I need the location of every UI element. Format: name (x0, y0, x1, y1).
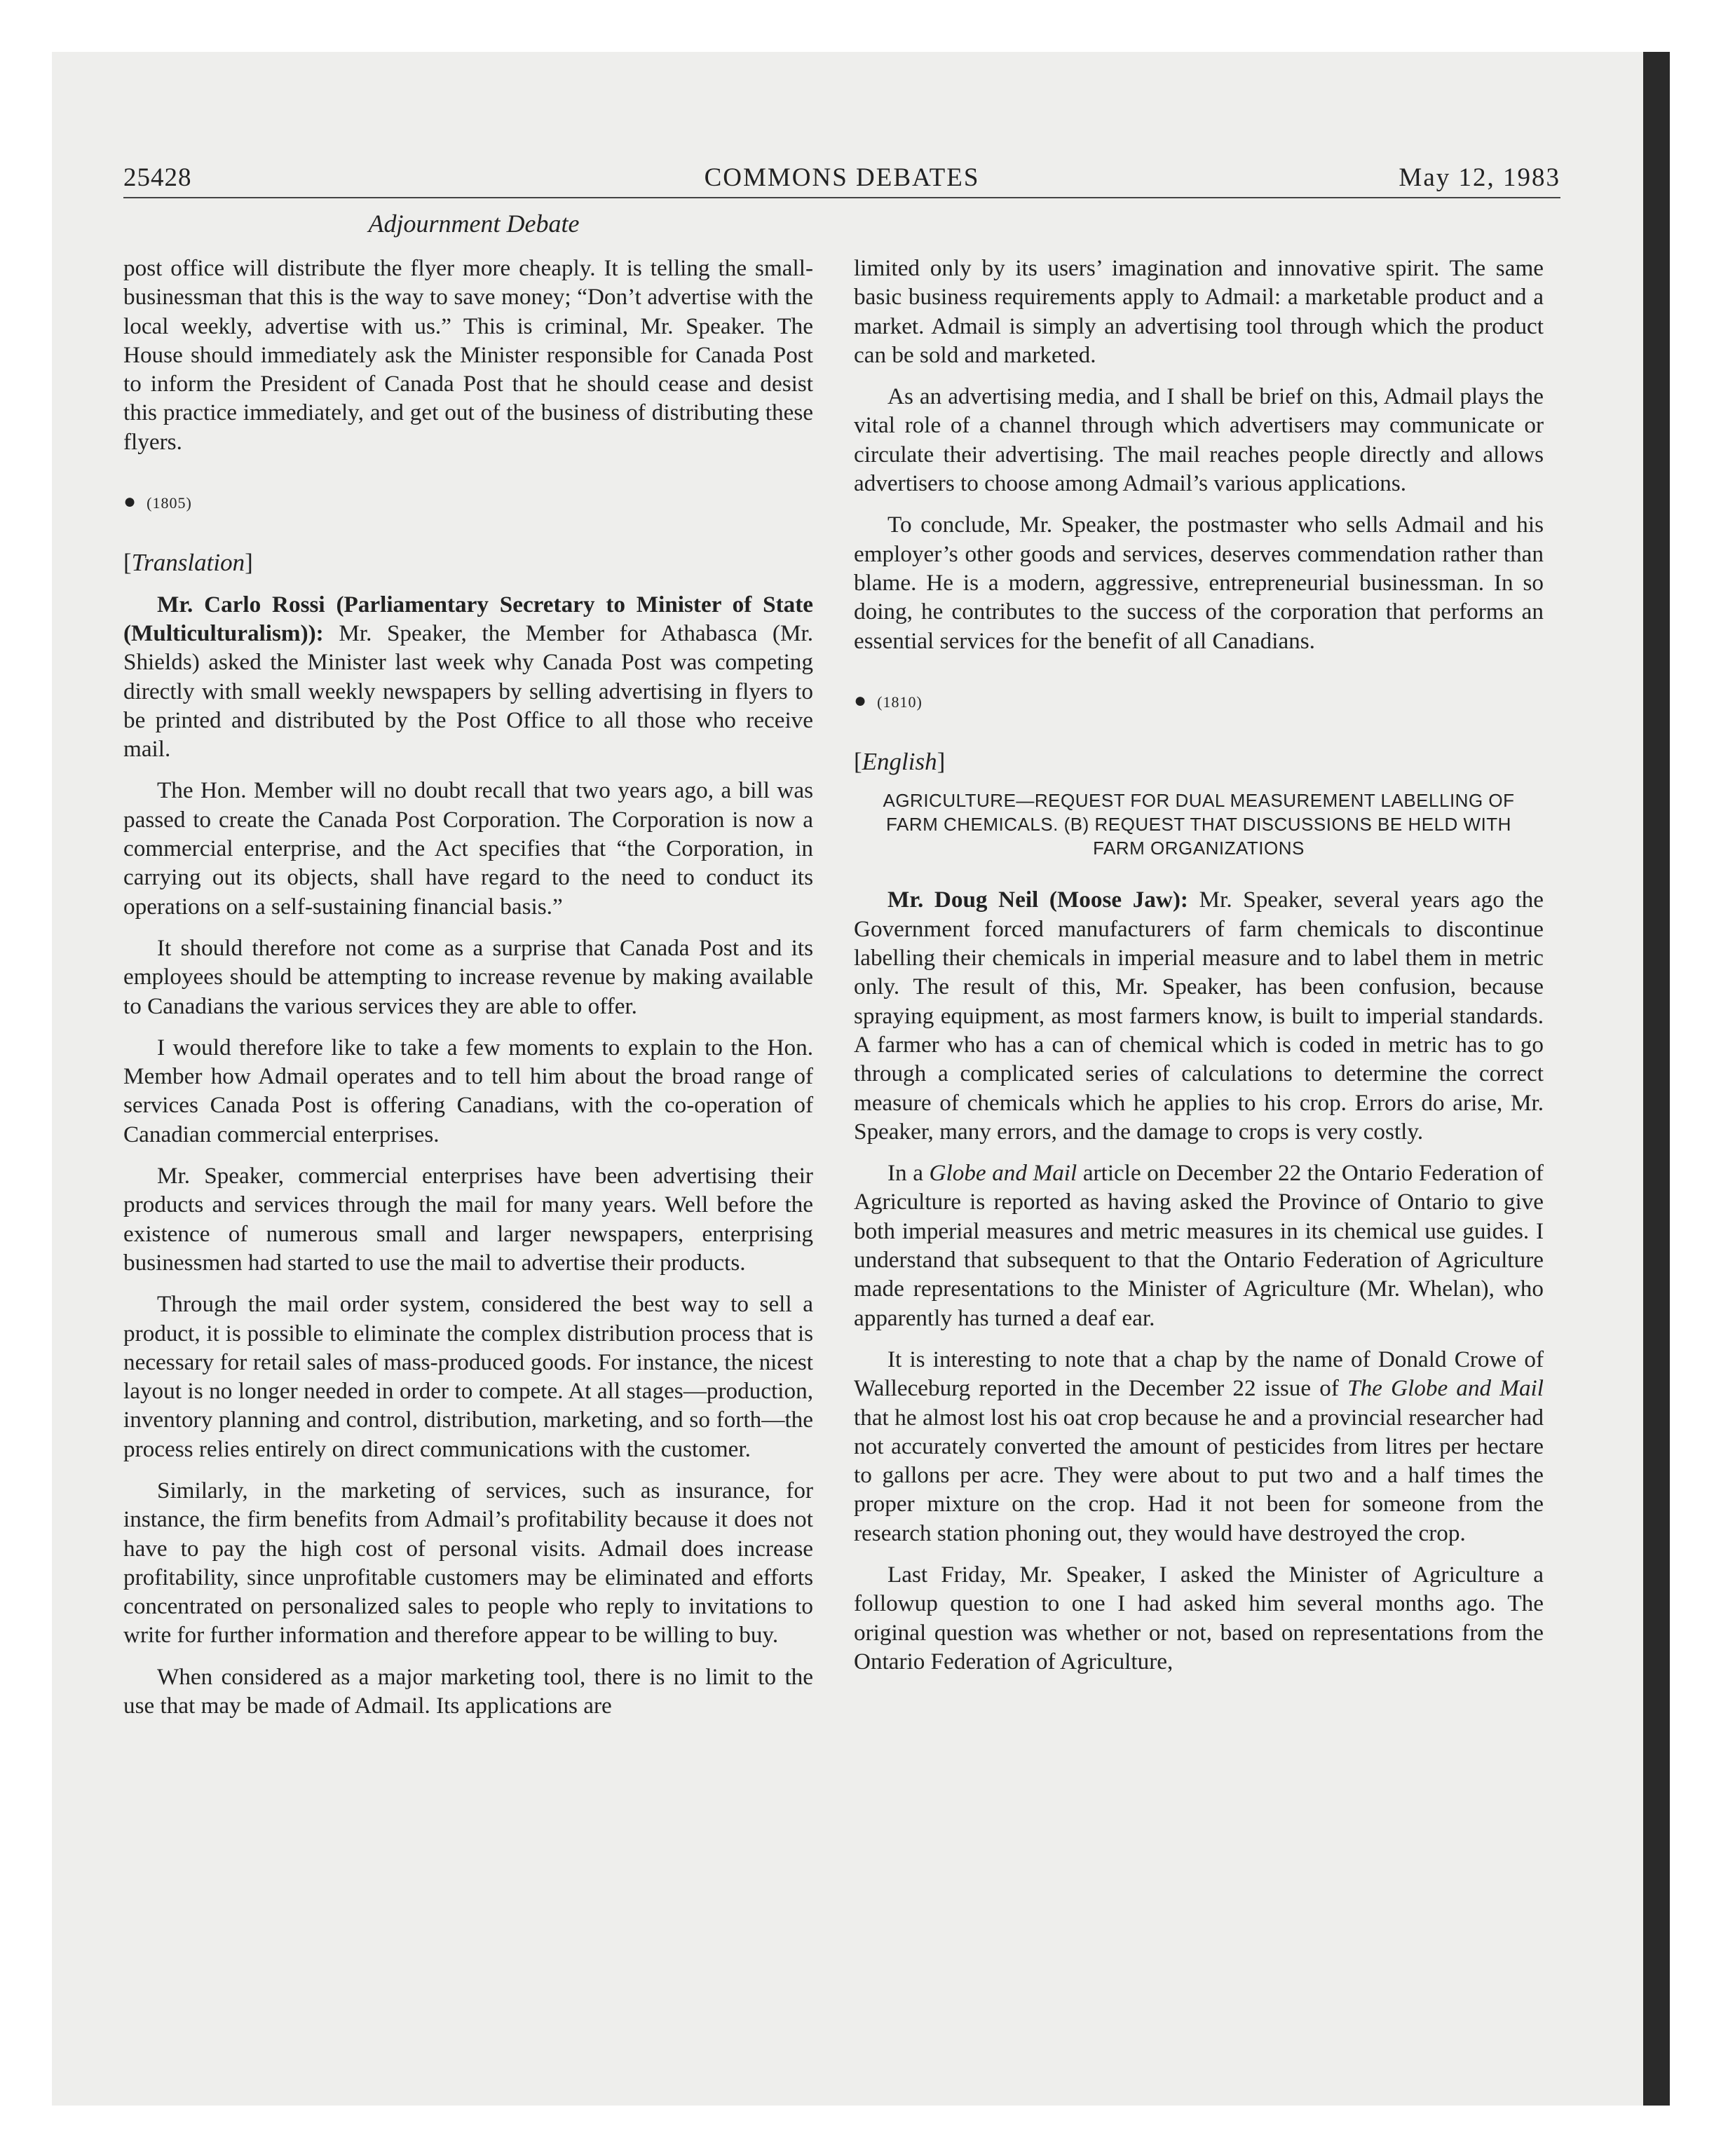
paragraph: The Hon. Member will no doubt recall that two years ago, a bill was passed to create the Canada Post Corporation. The Corporation is now a commercial enterprise, and the Act specifies that “the Corporation, in carrying out its objects, shall have regard to the need to conduct its operations on a self-sustaining financial basis.” (123, 777, 813, 920)
paragraph: Through the mail order system, considered the best way to sell a product, it is possible to eliminate the complex distribution process that is necessary for retail sales of mass-produced goods. For instance, the nicest layout is no longer needed in order to compete. At all stages—production, inventory planning and control, distribution, marketing, and so forth—the process relies entirely on direct communications with the customer. (123, 1291, 813, 1462)
header-divider (123, 197, 1560, 198)
debate-heading: AGRICULTURE—REQUEST FOR DUAL MEASUREMENT LABELLING OF FARM CHEMICALS. (B) REQUEST THAT DISCUSSIONS BE HELD WITH FARM ORGANIZATIONS (883, 790, 1515, 859)
time-marker (854, 686, 1544, 716)
left-column (123, 254, 813, 1720)
paragraph: limited only by its users’ imagination and innovative spirit. The same basic business requirements apply to Admail: a marketable product and a market. Admail is simply an advertising tool through which the product can be sold and marketed. (854, 255, 1544, 368)
text-run: It is interesting to note that a chap by the name of Donald Crowe of Walleceburg reported in the December 22 issue of (854, 1346, 1544, 1402)
publication-title: COMMONS DEBATES (704, 163, 980, 192)
right-column (854, 254, 1544, 1676)
paragraph: Mr. Speaker, commercial enterprises have been advertising their products and services through the mail for many years. Well before the existence of numerous small and larger newspapers, enterprising businessmen had started to use the mail to advertise their products. (123, 1163, 813, 1276)
section-label: Adjournment Debate (368, 210, 580, 238)
language-marker: [Translation] (123, 549, 253, 577)
text-run: In a (887, 1160, 923, 1187)
text-run: article on December 22 the Ontario Federation of Agriculture is reported as having asked the Province of Ontario to give both imperial measures and metric measures in its chemical use guides. I understand that subsequent to that the Ontario Federation of Agriculture made representations to the Minister of Agriculture (Mr. Whelan), who apparently has turned a deaf ear. (854, 1160, 1544, 1331)
paragraph: It should therefore not come as a surprise that Canada Post and its employees should be attempting to increase revenue by making available to Canadians the various services they are able to offer. (123, 934, 813, 1019)
language-label: English (862, 748, 937, 776)
paragraph (854, 1345, 1544, 1548)
time-marker (123, 487, 813, 517)
speech-text: Mr. Speaker, several years ago the Government forced manufacturers of farm chemicals to discontinue labelling their chemicals in imperial measure and to label them in metric only. The result of this, Mr. Speaker, has been confusion, because spraying equipment, as most farmers know, is built to imperial standards. A farmer who has a can of chemical which is coded in metric has to go through a complicated series of calculations to determine the correct measure of chemicals which he applies to his crop. Errors do arise, Mr. Speaker, many errors, and the damage to crops is very costly. (854, 887, 1544, 1145)
speaker-name: Mr. Carlo Rossi (Parliamentary Secretary to Minister of State (Multiculturalism)): (123, 591, 813, 646)
paragraph: To conclude, Mr. Speaker, the postmaster who sells Admail and his employer’s other goods and services, deserves commendation rather than blame. He is a modern, aggressive, entrepreneurial businessman. In so doing, he contributes to the success of the corporation that performs an essential services for the benefit of all Canadians. (854, 512, 1544, 654)
bullet-icon: ● (854, 688, 868, 712)
speech-paragraph (854, 885, 1544, 1146)
paragraph (854, 1159, 1544, 1332)
scan-edge-shadow (1643, 52, 1670, 2106)
paragraph: As an advertising media, and I shall be brief on this, Admail plays the vital role of a channel through which advertisers may communicate or circulate their advertising. The mail reaches people directly and allows advertisers to choose among Admail’s various applications. (854, 383, 1544, 497)
bullet-icon: ● (123, 490, 137, 514)
language-marker: [English] (854, 748, 946, 776)
paragraph: Last Friday, Mr. Speaker, I asked the Minister of Agriculture a followup question to one I had asked him several months ago. The original question was whether or not, based on representations from the Ontario Federation of Agriculture, (854, 1561, 1544, 1674)
speech-text: Mr. Speaker, the Member for Athabasca (Mr. Shields) asked the Minister last week why Canada Post was competing directly with small weekly newspapers by selling advertising in flyers to be printed and distributed by the Post Office to all those who receive mail. (123, 620, 813, 763)
paragraph: I would therefore like to take a few moments to explain to the Hon. Member how Admail operates and to tell him about the broad range of services Canada Post is offering Canadians, with the co-operation of Canadian commercial enterprises. (123, 1034, 813, 1147)
paragraph: Similarly, in the marketing of services, such as insurance, for instance, the firm benefits from Admail’s profitability because it does not have to pay the high cost of personal visits. Admail does increase profitability, since unprofitable customers may be eliminated and efforts concentrated on personalized sales to people who reply to invitations to write for further information and therefore appear to be willing to buy. (123, 1477, 813, 1649)
issue-date: May 12, 1983 (1399, 163, 1560, 192)
newspaper-title: Globe and Mail (929, 1160, 1077, 1187)
speech-paragraph (123, 590, 813, 764)
language-label: Translation (131, 549, 245, 577)
page-number: 25428 (123, 163, 192, 192)
speaker-name: Mr. Doug Neil (Moose Jaw): (887, 887, 1188, 913)
text-run: that he almost lost his oat crop because he and a provincial researcher had not accurately converted the amount of pesticides from litres per hectare to gallons per acre. They were about to put two and a half times the proper mixture on the crop. Had it not been for someone from the research station phoning out, they would have destroyed the crop. (854, 1404, 1544, 1546)
paragraph: When considered as a major marketing tool, there is no limit to the use that may be made of Admail. Its applications are (123, 1663, 813, 1719)
time-stamp: (1805) (147, 494, 192, 512)
newspaper-title: The Globe and Mail (1347, 1375, 1544, 1402)
time-stamp: (1810) (877, 692, 923, 711)
paragraph: post office will distribute the flyer more cheaply. It is telling the small-businessman that this is the way to save money; “Don’t advertise with the local weekly, advertise with us.” This is criminal, Mr. Speaker. The House should immediately ask the Minister responsible for Canada Post to inform the President of Canada Post that he should cease and desist this practice immediately, and get out of the business of distributing these flyers. (123, 255, 813, 455)
page-header (123, 163, 1560, 198)
